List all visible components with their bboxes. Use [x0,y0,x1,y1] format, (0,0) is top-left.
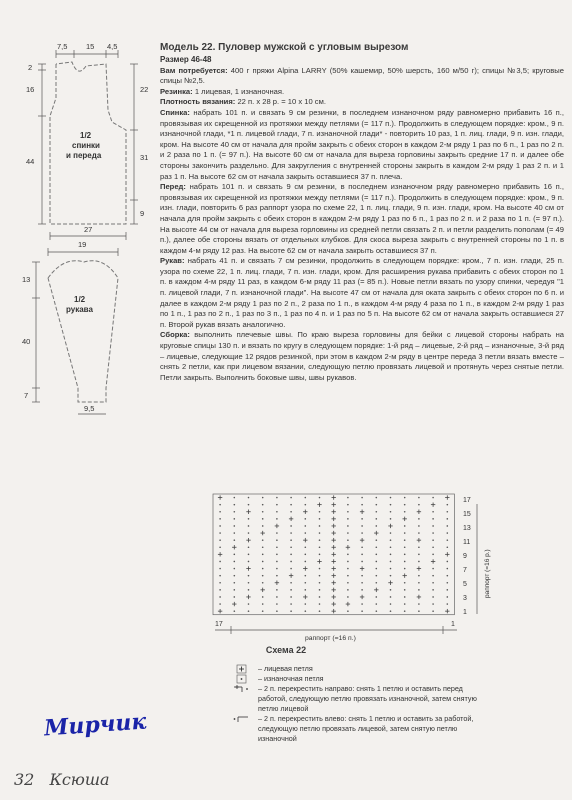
purl-mark [305,589,307,591]
sleeve-left-dim-1: 13 [22,275,31,284]
purl-mark [305,603,307,605]
row-number: 9 [463,553,467,560]
purl-mark [219,575,221,577]
purl-mark [319,518,321,520]
purl-mark [305,518,307,520]
purl-mark [290,554,292,556]
page-footer [14,770,120,789]
purl-mark [418,554,420,556]
purl-mark [234,589,236,591]
purl-mark [262,518,264,520]
row-number: 7 [463,567,467,574]
purl-mark [248,589,250,591]
purl-mark [404,610,406,612]
purl-mark [347,518,349,520]
purl-mark [290,539,292,541]
purl-mark [262,596,264,598]
body-label-1: 1/2 [80,131,92,140]
purl-mark [404,511,406,513]
purl-mark [418,589,420,591]
purl-mark [376,497,378,499]
sleeve-bottom-dim: 9,5 [84,404,95,413]
purl-mark [390,539,392,541]
body-right-dim-1: 22 [140,85,149,94]
chart-legend [232,664,482,744]
rib-paragraph: Резинка: 1 лицевая, 1 изнаночная. [160,86,285,96]
purl-mark [248,575,250,577]
purl-mark [234,511,236,513]
purl-mark [347,561,349,563]
purl-mark [248,582,250,584]
purl-mark [319,589,321,591]
purl-mark [347,525,349,527]
row-number: 15 [463,511,471,518]
purl-mark [290,532,292,534]
purl-mark [447,568,449,570]
purl-mark [234,554,236,556]
purl-mark [347,539,349,541]
purl-symbol-icon [232,674,254,684]
purl-mark [305,561,307,563]
purl-mark [276,554,278,556]
purl-mark [276,575,278,577]
purl-mark [319,603,321,605]
start-col-label: 17 [215,621,223,628]
purl-mark [404,589,406,591]
purl-mark [361,561,363,563]
purl-mark [432,525,434,527]
purl-mark [418,546,420,548]
purl-mark [290,561,292,563]
purl-mark [234,497,236,499]
purl-mark [390,568,392,570]
purl-mark [361,554,363,556]
purl-mark [418,582,420,584]
purl-mark [447,539,449,541]
purl-mark [276,532,278,534]
purl-mark [404,497,406,499]
purl-mark [262,603,264,605]
rapport-vertical-label: раппорт (=16 р.) [484,549,491,598]
purl-mark [276,497,278,499]
purl-mark [404,582,406,584]
purl-mark [390,546,392,548]
purl-mark [290,504,292,506]
purl-mark [305,582,307,584]
purl-mark [404,554,406,556]
purl-mark [276,518,278,520]
body-top-dim-2: 15 [86,42,95,51]
purl-mark [376,546,378,548]
purl-mark [361,603,363,605]
purl-mark [276,561,278,563]
purl-mark [262,511,264,513]
purl-mark [361,582,363,584]
purl-mark [319,575,321,577]
purl-mark [347,504,349,506]
body-label-2: спинки [72,141,100,150]
cross-right-symbol-icon [232,684,254,694]
purl-mark [248,610,250,612]
sleeve-paragraph: Рукав: набрать 41 п. и связать 7 см резинки, продолжить в следующем порядке: кром., 7 п. изн. глади, 25 п. узора по схеме 22, 1 п. лиц. глади, 7 п. изн. глади, кром. Для расширения рукава прибавить с обеих сторон по 1 п. в каждом 4-м ряду 11 раз, в каждом 6-м ряду 11 раз (= 85 п.). Новые петли вязать по узору спинки, чередуя "1 п. лицевой глади, 7 п. изнаночной глади". На высоте 47 см от начала для оката закрыть с обеих сторон по 6 п. и далее в каждом 2-м ряду 1 раз по 2 п., 2 раза по 1 п., в каждом 4-м ряду 4 раза по 1 п., в каждом 2-м ряду 1 раз по 1 п., 1 раз по 2 п., 1 раз по 3 п., 1 раз по 4 п. и 1 раз по 5 п. На высоте 62 см от начала закрыть оставшиеся 27 п. Второй рукав вязать аналогично. [160,256,564,329]
purl-mark [390,504,392,506]
body-left-dim-1: 2 [28,63,33,72]
purl-mark [234,610,236,612]
purl-mark [248,554,250,556]
purl-mark [347,582,349,584]
purl-mark [376,504,378,506]
cross-left-symbol-icon [232,714,254,724]
purl-mark [404,525,406,527]
purl-mark [447,504,449,506]
purl-mark [219,532,221,534]
purl-mark [347,568,349,570]
purl-mark [290,511,292,513]
purl-mark [262,504,264,506]
purl-mark [432,589,434,591]
purl-mark [376,610,378,612]
purl-mark [432,575,434,577]
purl-mark [319,546,321,548]
purl-mark [248,497,250,499]
purl-mark [262,539,264,541]
purl-mark [262,554,264,556]
purl-mark [432,610,434,612]
purl-mark [290,546,292,548]
purl-mark [290,582,292,584]
purl-mark [376,568,378,570]
end-col-label: 1 [451,621,455,628]
purl-mark [347,532,349,534]
purl-mark [276,610,278,612]
purl-mark [290,525,292,527]
purl-mark [361,497,363,499]
purl-mark [361,589,363,591]
purl-mark [404,532,406,534]
purl-mark [432,554,434,556]
purl-mark [390,554,392,556]
purl-mark [262,561,264,563]
purl-mark [305,575,307,577]
purl-mark [432,546,434,548]
legend-cross-left: – 2 п. перекрестить влево: снять 1 петлю и оставить за работой, следующую петлю провязать лицевой, затем снятую петлю изнаночной [232,714,482,744]
purl-mark [376,603,378,605]
purl-mark [447,603,449,605]
purl-mark [319,497,321,499]
purl-mark [262,575,264,577]
purl-mark [347,575,349,577]
purl-mark [234,539,236,541]
purl-mark [219,589,221,591]
purl-mark [376,518,378,520]
purl-mark [376,525,378,527]
purl-mark [276,511,278,513]
purl-mark [219,582,221,584]
purl-mark [361,546,363,548]
body-left-dim-2: 16 [26,85,35,94]
purl-mark [432,497,434,499]
body-right-dim-2: 31 [140,153,149,162]
purl-mark [390,596,392,598]
materials-paragraph: Вам потребуется: 400 г пряжи Alpina LARRY (50% кашемир, 50% шерсть, 160 м/50 г); спицы №3,5; круговые спицы №2,5. [160,65,564,86]
purl-mark [290,610,292,612]
purl-mark [219,518,221,520]
purl-mark [432,603,434,605]
purl-mark [404,504,406,506]
purl-mark [305,525,307,527]
purl-mark [390,497,392,499]
purl-mark [432,596,434,598]
body-right-dim-3: 9 [140,209,145,218]
purl-mark [418,575,420,577]
purl-mark [248,603,250,605]
purl-mark [390,575,392,577]
row-number: 17 [463,497,471,504]
purl-mark [290,568,292,570]
purl-mark [276,539,278,541]
row-number: 3 [463,595,467,602]
purl-mark [376,539,378,541]
assembly-paragraph: Сборка: выполнить плечевые швы. По краю выреза горловины для бейки с лицевой стороны набрать на круговые спицы 130 п. и вязать по кругу в следующем порядке: 1-й ряд – лицевые, 2-й ряд – изнаночные, 3-й ряд – лицевые, следующие 12 рядов резинкой, при этом в каждом 2-м ряду в центре переда 3 петли вязать вместе – снять 2 петли, как при лицевом вязании, следующую петлю провязать лицевой и протянуть через снятые петли. Петли закрыть. Выполнить боковые швы, швы рукавов. [160,330,564,382]
purl-mark [376,582,378,584]
chart-caption: Схема 22 [265,645,307,655]
purl-mark [376,511,378,513]
purl-mark [305,610,307,612]
purl-mark [347,589,349,591]
legend-cross-right: – 2 п. перекрестить направо: снять 1 петлю и оставить перед работой, следующую петлю провязать изнаночной, затем снятую петлю лицевой [232,684,482,714]
purl-mark [234,596,236,598]
purl-mark [234,518,236,520]
purl-mark [432,511,434,513]
purl-mark [376,575,378,577]
purl-mark [262,610,264,612]
purl-mark [418,532,420,534]
purl-mark [376,554,378,556]
purl-mark [447,532,449,534]
purl-mark [248,518,250,520]
purl-mark [319,539,321,541]
purl-mark [276,589,278,591]
signature: Мирчик [43,708,148,742]
purl-mark [276,504,278,506]
body-left-dim-3: 44 [26,157,35,166]
purl-mark [432,518,434,520]
size-line: Размер 46-48 [160,55,212,64]
purl-mark [418,603,420,605]
purl-mark [376,596,378,598]
purl-mark [234,532,236,534]
purl-mark [319,568,321,570]
legend-purl: – изнаночная петля [232,674,482,684]
purl-mark [432,582,434,584]
purl-mark [219,603,221,605]
purl-mark [418,504,420,506]
purl-mark [219,561,221,563]
purl-mark [347,554,349,556]
gauge-paragraph: Плотность вязания: 22 п. х 28 р. = 10 х 10 см. [160,97,326,107]
front-paragraph: Перед: набрать 101 п. и связать 9 см резинки, в последнем изнаночном ряду равномерно прибавить 16 п., провязывая их скрещенной из протяжки между петлями (= 117 п.). Продолжить в следующем порядке: кром., 9 п. изн. глади, повторить 6 раз раппорт узора по схеме 22, 1 п. лиц. глади, 9 п. изн. глади, кром. На высоте 40 см от начала для пройм закрыть с обеих сторон в каждом 2-м ряду 1 раз по 6 п., 1 раз по 2 п. и 2 раза по 1 п. (= 97 п.). На высоте 44 см от начала для выреза горловины из средней петли связать 2 п. и петли разделить пополам (= 49 п.), далее обе стороны вязать от отдельных клубков. Для скоса выреза закрыть с внутренней стороны по 1 п. в каждом 4-м ряду 12 раз. На высоте 62 см от начала закрыть оставшиеся 37 п. [160,182,564,255]
purl-mark [447,575,449,577]
purl-mark [418,518,420,520]
purl-mark [319,554,321,556]
back-paragraph: Спинка: набрать 101 п. и связать 9 см резинки, в последнем изнаночном ряду равномерно прибавить 16 п., провязывая их скрещенной из протяжки между петлями (= 117 п.). Продолжить в следующем порядке: кром., 9 п. изнаночной глади, *1 п. лицевой глади, 7 п. изнаночной глади* - повторить 10 раз, 1 п. лиц. глади, 9 п. изн. глади, кром. На высоте 40 см от начала для пройм закрыть с обеих сторон в каждом 2-м ряду 1 раз по 6 п., 1 раз по 2 п. и 2 раза по 1 п. (= 97 п.). На высоте 60 см от начала для выреза горловины закрыть средние 17 п. и далее обе стороны закончить раздельно. Для закругления с внутренней стороны закрыть в каждом 2-м ряду 1 раз 2 п. и 1 раз 1 п. На высоте 62 см от начала закрыть оставшиеся 37 п. плеча. [160,107,564,181]
purl-mark [290,589,292,591]
purl-mark [219,596,221,598]
purl-mark [418,561,420,563]
purl-mark [276,596,278,598]
purl-mark [219,504,221,506]
purl-mark [248,504,250,506]
row-number: 5 [463,581,467,588]
purl-mark [234,504,236,506]
purl-mark [319,596,321,598]
purl-mark [390,532,392,534]
instructions-column [160,42,564,383]
body-top-dim-1: 7,5 [57,42,68,51]
sleeve-left-dim-2: 40 [22,337,31,346]
purl-mark [248,525,250,527]
purl-mark [404,596,406,598]
purl-mark [447,518,449,520]
legend-knit: – лицевая петля [232,664,482,674]
purl-mark [219,525,221,527]
purl-mark [347,497,349,499]
purl-mark [262,497,264,499]
body-label-3: и переда [66,151,102,160]
purl-mark [404,561,406,563]
purl-mark [418,610,420,612]
row-number: 1 [463,609,467,616]
model-title: Модель 22. Пуловер мужской с угловым вырезом [160,42,409,53]
purl-mark [262,582,264,584]
sleeve-outline [48,261,118,402]
purl-mark [319,532,321,534]
purl-mark [276,546,278,548]
purl-mark [305,546,307,548]
page-number: 32 [14,770,35,789]
row-number: 13 [463,525,471,532]
purl-mark [305,497,307,499]
purl-mark [234,525,236,527]
sleeve-left-dim-3: 7 [24,391,29,400]
purl-mark [305,532,307,534]
purl-mark [447,561,449,563]
purl-mark [219,546,221,548]
purl-mark [390,561,392,563]
purl-mark [347,596,349,598]
purl-mark [390,603,392,605]
purl-mark [234,582,236,584]
magazine-name: Ксюша [49,770,110,789]
purl-mark [447,589,449,591]
knit-symbol-icon [232,664,254,674]
purl-mark [432,539,434,541]
purl-mark [248,561,250,563]
purl-mark [248,546,250,548]
purl-mark [361,610,363,612]
rapport-horizontal-label: раппорт (=16 п.) [305,635,356,642]
purl-mark [262,525,264,527]
purl-mark [290,603,292,605]
purl-mark [319,525,321,527]
purl-mark [248,532,250,534]
purl-mark [432,568,434,570]
purl-mark [276,603,278,605]
purl-mark [276,568,278,570]
purl-mark [361,532,363,534]
purl-mark [361,518,363,520]
purl-mark [262,568,264,570]
body-bottom-dim: 27 [84,225,93,234]
body-top-dim-3: 4,5 [107,42,118,51]
purl-mark [418,497,420,499]
purl-mark [404,603,406,605]
purl-mark [219,539,221,541]
purl-mark [447,511,449,513]
stitch-chart [205,488,495,648]
purl-mark [390,518,392,520]
sleeve-label-2: рукава [66,305,93,314]
purl-mark [361,525,363,527]
purl-mark [290,497,292,499]
purl-mark [361,575,363,577]
purl-mark [390,589,392,591]
purl-mark [418,525,420,527]
purl-mark [390,511,392,513]
purl-mark [361,504,363,506]
purl-mark [219,568,221,570]
purl-mark [262,546,264,548]
purl-mark [305,504,307,506]
sleeve-label-1: 1/2 [74,295,86,304]
purl-mark [404,539,406,541]
purl-mark [432,532,434,534]
purl-mark [390,610,392,612]
purl-mark [376,561,378,563]
purl-mark [404,546,406,548]
purl-mark [319,582,321,584]
purl-mark [319,511,321,513]
purl-mark [347,511,349,513]
purl-mark [447,546,449,548]
purl-mark [447,582,449,584]
purl-mark [347,610,349,612]
purl-mark [234,568,236,570]
sleeve-schematic [8,238,158,418]
row-number: 11 [463,539,471,546]
purl-mark [290,596,292,598]
purl-mark [404,568,406,570]
purl-mark [447,525,449,527]
purl-mark [234,561,236,563]
purl-mark [319,610,321,612]
purl-mark [447,596,449,598]
purl-mark [305,554,307,556]
purl-mark [234,575,236,577]
sleeve-top-dim: 19 [78,240,87,249]
purl-mark [219,511,221,513]
